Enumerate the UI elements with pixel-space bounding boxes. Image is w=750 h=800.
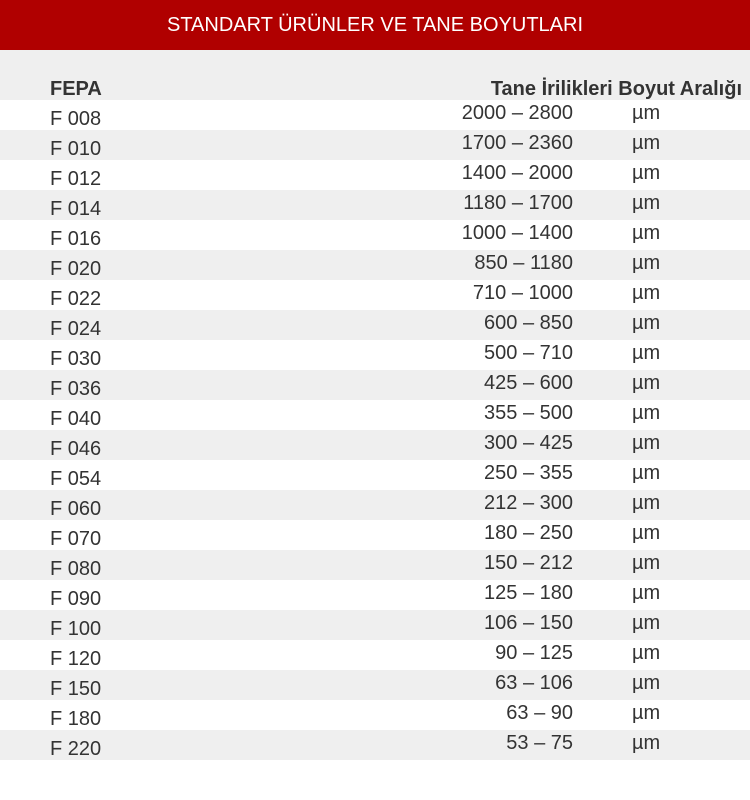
table-row: [0, 160, 750, 190]
table-row: [0, 640, 750, 670]
size-range: 1180 – 1700: [463, 192, 573, 214]
size-range: 53 – 75: [506, 732, 573, 754]
fepa-code: F 014: [50, 198, 102, 220]
column-header-fepa: FEPA: [50, 78, 102, 100]
fepa-code: F 036: [50, 378, 102, 400]
fepa-code: F 010: [50, 138, 102, 160]
fepa-code: F 054: [50, 468, 102, 490]
table-row: [0, 130, 750, 160]
table-row: [0, 220, 750, 250]
unit-label: µm: [632, 522, 661, 544]
fepa-code: F 008: [50, 108, 102, 130]
unit-label: µm: [632, 732, 661, 754]
table-row: [0, 460, 750, 490]
unit-label: µm: [632, 402, 661, 424]
unit-label: µm: [632, 702, 661, 724]
size-range: 2000 – 2800: [461, 102, 573, 124]
table-row: [0, 520, 750, 550]
fepa-code: F 030: [50, 348, 102, 370]
unit-label: µm: [632, 372, 661, 394]
unit-label: µm: [632, 462, 661, 484]
unit-label: µm: [632, 432, 661, 454]
unit-label: µm: [632, 252, 661, 274]
table-row: [0, 430, 750, 460]
fepa-code: F 024: [50, 318, 102, 340]
fepa-code: F 022: [50, 288, 102, 310]
unit-label: µm: [632, 342, 661, 364]
size-range: 250 – 355: [484, 462, 573, 484]
table-row: [0, 250, 750, 280]
fepa-code: F 100: [50, 618, 102, 640]
fepa-code: F 120: [50, 648, 102, 670]
size-range: 1000 – 1400: [461, 222, 573, 244]
size-range: 1700 – 2360: [461, 132, 573, 154]
size-range: 710 – 1000: [472, 282, 573, 304]
fepa-code: F 080: [50, 558, 102, 580]
size-range: 150 – 212: [484, 552, 573, 574]
table-row: [0, 310, 750, 340]
size-range: 125 – 180: [484, 582, 573, 604]
size-range: 90 – 125: [495, 642, 573, 664]
page-title: STANDART ÜRÜNLER VE TANE BOYUTLARI: [0, 0, 750, 50]
unit-label: µm: [632, 102, 661, 124]
table-row: [0, 400, 750, 430]
table-row: [0, 370, 750, 400]
unit-label: µm: [632, 192, 661, 214]
table-row: [0, 550, 750, 580]
column-header-size-range: Tane İrilikleri Boyut Aralığı: [490, 78, 742, 100]
unit-label: µm: [632, 582, 661, 604]
fepa-code: F 060: [50, 498, 102, 520]
size-range: 106 – 150: [484, 612, 573, 634]
size-range: 600 – 850: [484, 312, 573, 334]
unit-label: µm: [632, 642, 661, 664]
size-range: 1400 – 2000: [461, 162, 573, 184]
fepa-code: F 150: [50, 678, 102, 700]
size-range: 425 – 600: [484, 372, 573, 394]
unit-label: µm: [632, 492, 661, 514]
fepa-code: F 020: [50, 258, 102, 280]
table-row: [0, 280, 750, 310]
size-range: 212 – 300: [484, 492, 573, 514]
unit-label: µm: [632, 312, 661, 334]
unit-label: µm: [632, 132, 661, 154]
size-range: 355 – 500: [484, 402, 573, 424]
unit-label: µm: [632, 222, 661, 244]
fepa-code: F 040: [50, 408, 102, 430]
fepa-code: F 016: [50, 228, 102, 250]
size-range: 850 – 1180: [474, 252, 573, 274]
fepa-code: F 070: [50, 528, 102, 550]
table-row: [0, 700, 750, 730]
fepa-code: F 220: [50, 738, 102, 760]
fepa-code: F 012: [50, 168, 102, 190]
table-row: [0, 670, 750, 700]
size-range: 500 – 710: [484, 342, 573, 364]
size-table-body: [0, 100, 750, 760]
size-range: 63 – 90: [506, 702, 573, 724]
table-row: [0, 730, 750, 760]
unit-label: µm: [632, 162, 661, 184]
unit-label: µm: [632, 552, 661, 574]
size-range: 300 – 425: [484, 432, 573, 454]
unit-label: µm: [632, 612, 661, 634]
size-range: 180 – 250: [484, 522, 573, 544]
fepa-code: F 180: [50, 708, 102, 730]
table-row: [0, 190, 750, 220]
table-row: [0, 610, 750, 640]
table-row: [0, 100, 750, 130]
table-row: [0, 580, 750, 610]
unit-label: µm: [632, 672, 661, 694]
table-row: [0, 340, 750, 370]
fepa-code: F 046: [50, 438, 102, 460]
fepa-code: F 090: [50, 588, 102, 610]
size-range: 63 – 106: [495, 672, 573, 694]
unit-label: µm: [632, 282, 661, 304]
table-row: [0, 490, 750, 520]
